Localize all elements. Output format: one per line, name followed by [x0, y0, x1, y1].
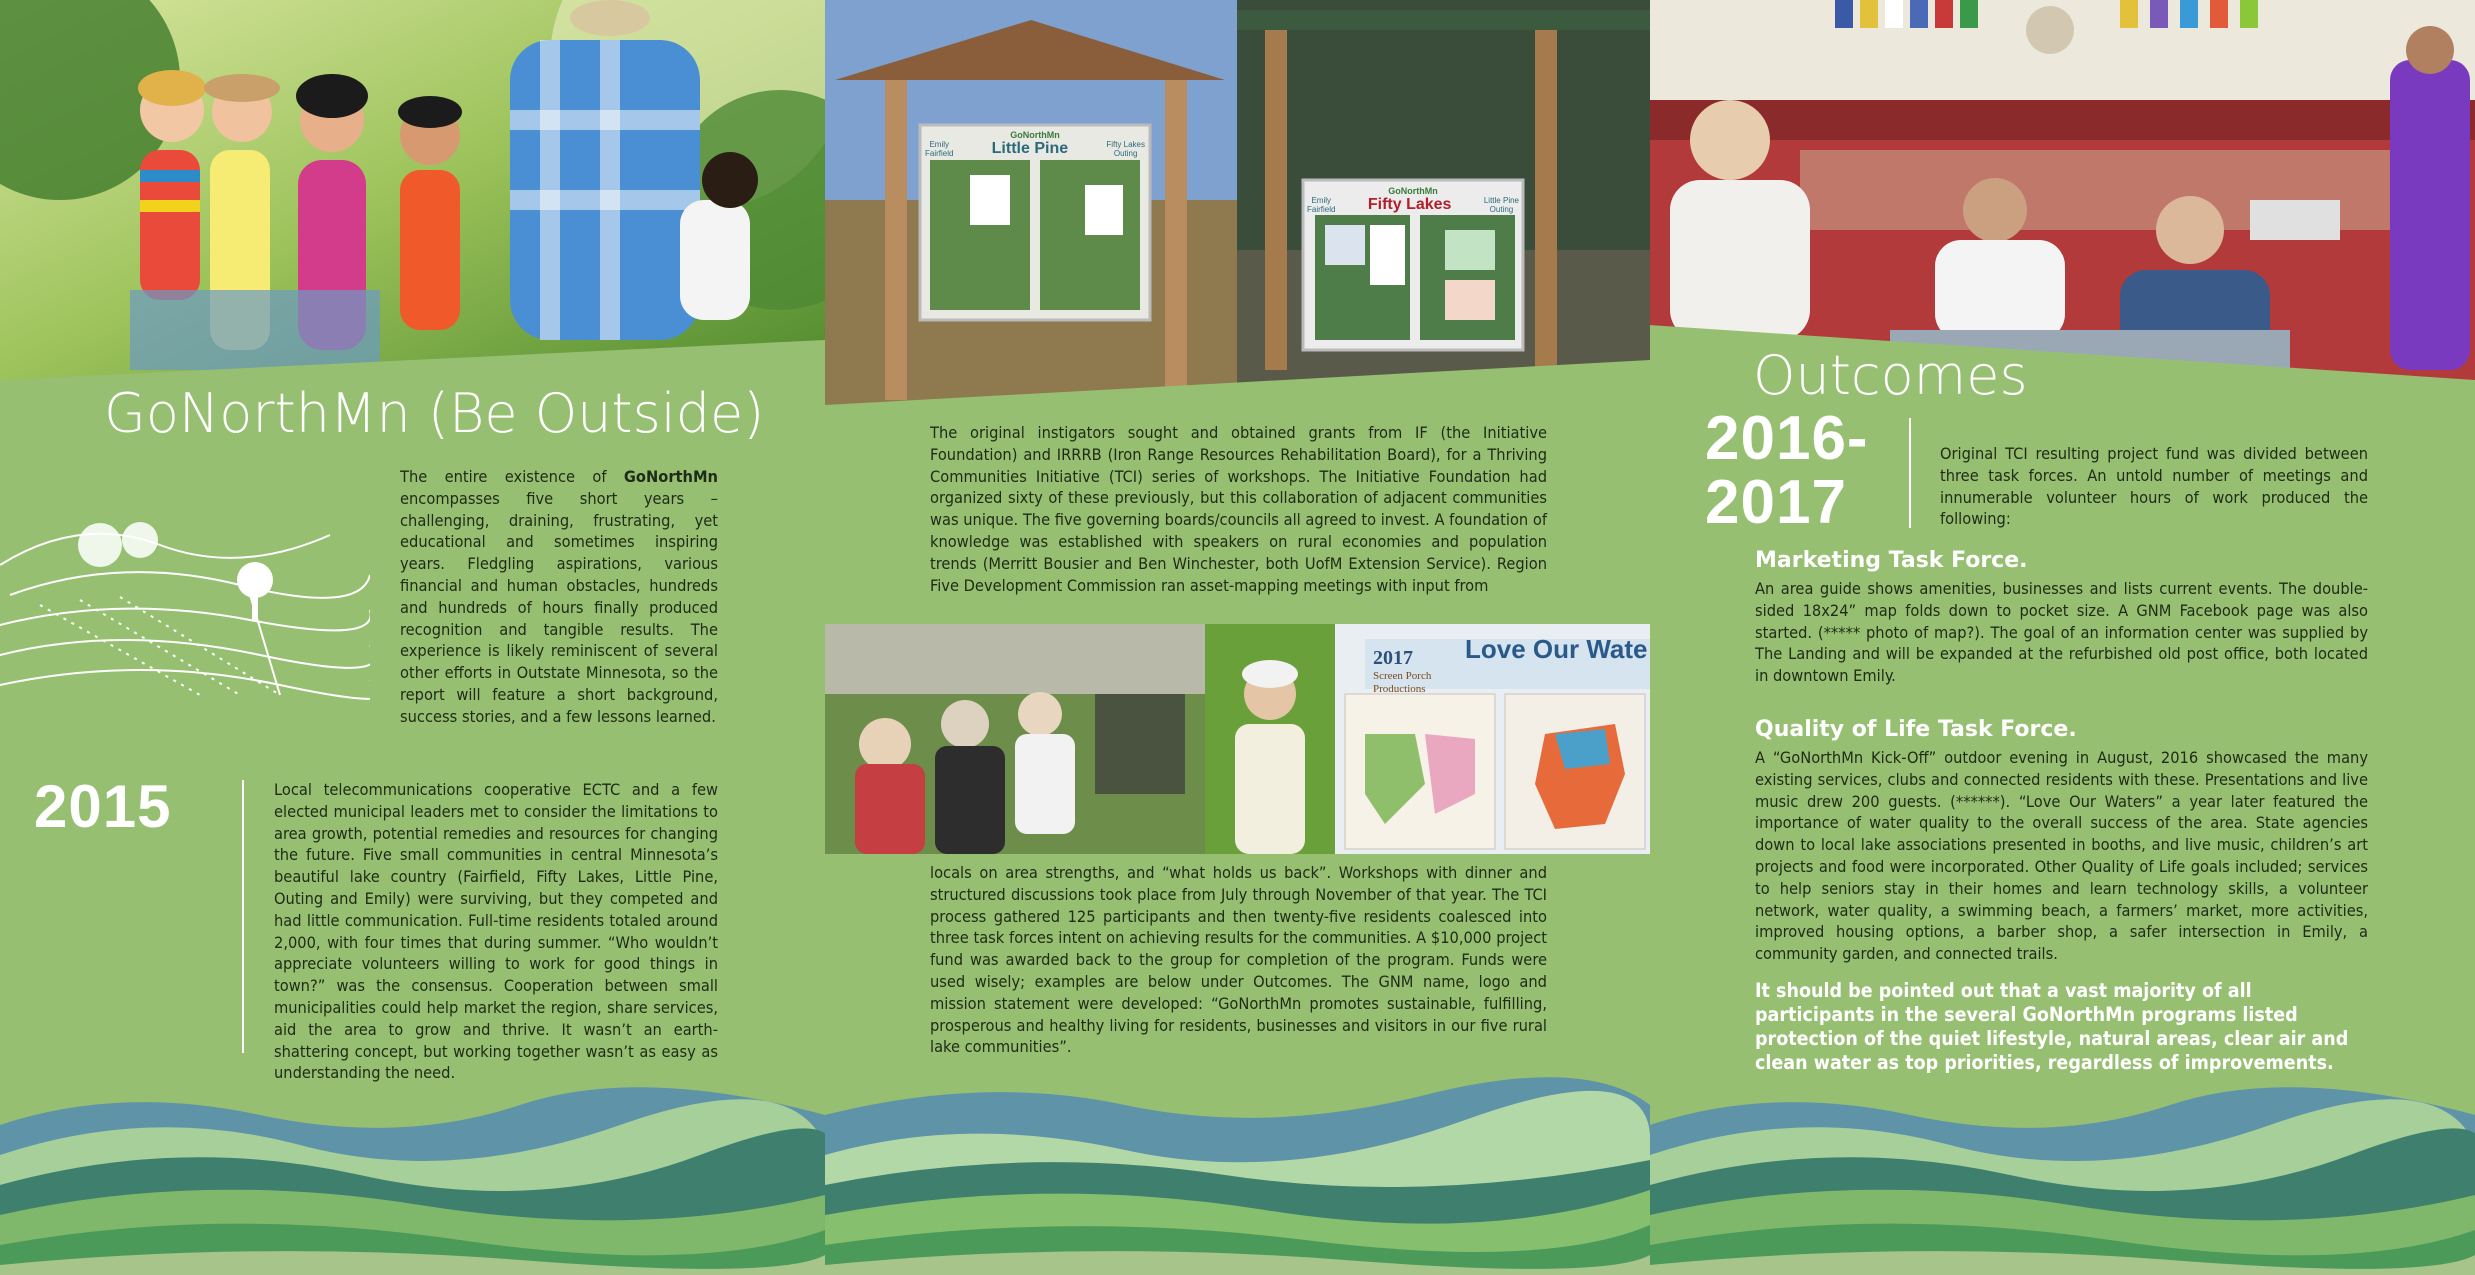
outcomes-title: Outcomes	[1753, 344, 2028, 407]
kiosk-sign-1-left: Emily Fairfield	[925, 140, 954, 158]
year-line-2: 2017	[1705, 468, 1847, 537]
middle-bottom-paragraph: locals on area strengths, and “what holds us back”. Workshops with dinner and structured discussions took place from July through November of that year. The TCI process gathered 125 participants and then twenty-five residents coalesced into three task forces intent on achieving results for the communities. A $10,000 project fund was awarded back to the group for completion of the program. Funds were used wisely; examples are below under Outcomes. The GNM name, logo and mission statement were developed: “GoNorthMn promotes sustainable, fulfilling, prosperous and healthy living for residents, businesses and visitors in our five rural lake communities”.	[930, 863, 1547, 1057]
kiosk-sign-1-brand: GoNorthMn	[1010, 130, 1060, 140]
hills-illustration-middle	[825, 1075, 1650, 1275]
panel-right	[1650, 0, 2475, 1275]
marketing-paragraph: An area guide shows amenities, businesses and lists current events. The double-sided 18x24” map folds down to pocket size. A GNM Facebook page was also started. (***** photo of map?). The goal of an information center was supplied by The Landing and will be expanded at the refurbished old post office, both located in downtown Emily.	[1755, 579, 2368, 686]
panel-left	[0, 0, 825, 1275]
panel-divider-middle	[825, 340, 1650, 420]
quality-paragraph: A “GoNorthMn Kick-Off” outdoor evening in August, 2016 showcased the many existing services, clubs and connected residents with these. Presentations and live music drew 200 guests. (******). “Love Our Waters” a year later featured the importance of water quality to the overall success of the area. State agencies down to local lake associations presented in booths, and live music, children’s art projects and food were incorporated. Other Quality of Life goals included; services to help seniors stay in their homes and learn technology skills, a volunteer network, water quality, a swimming beach, a farmers’ market, more activities, improved housing options, a barber shop, a safer intersection in Emily, a community garden, and connected trails.	[1755, 748, 2368, 964]
year-line-1: 2016-	[1705, 404, 1869, 473]
year-2016-2017	[1705, 404, 1869, 537]
banner-year: 2017	[1373, 647, 1413, 669]
panel-middle	[825, 0, 1650, 1275]
year-2015: 2015	[34, 773, 172, 840]
quality-task-force-heading: Quality of Life Task Force.	[1755, 717, 2077, 742]
kiosk-sign-2-name: Fifty Lakes	[1367, 196, 1452, 213]
kiosk-sign-1-name: Little Pine	[991, 140, 1069, 157]
outcomes-intro-paragraph: Original TCI resulting project fund was divided between three task forces. An untold number of meetings and innumerable volunteer hours of work produced the following:	[1940, 444, 2368, 529]
banner-title: Love Our Wate	[1465, 634, 1648, 664]
kiosk-sign-1	[925, 130, 1145, 158]
banner-sub: Screen Porch Productions	[1373, 670, 1432, 695]
intro-rest: encompasses five short years –challenging, draining, frustrating, yet educational and sometimes inspiring years. Fledgling aspirations, various financial and human obstacles, hundreds and hundreds of hours finally produced recognition and tangible results. The experience is likely reminiscent of several other efforts in Outstate Minnesota, so the report will feature a short background, success stories, and a few lessons learned.	[400, 488, 718, 726]
year-2015-paragraph: Local telecommunications cooperative ECTC and a few elected municipal leaders met to consider the limitations to area growth, potential remedies and resources for changing the future. Five small communities in central Minnesota’s beautiful lake country (Fairfield, Fifty Lakes, Little Pine, Outing and Emily) were surviving, but they competed and had little communication. Full-time residents totaled around 2,000, with four times that during summer. “Who wouldn’t appreciate volunteers willing to work for good things in town?” was the consensus. Cooperation between small municipalities could help market the region, share services, aid the area to grow and thrive. It wasn’t an earth-shattering concept, but working together wasn’t as easy as understanding the need.	[274, 780, 718, 1083]
kiosk-sign-1-right: Fifty Lakes Outing	[1106, 140, 1145, 158]
intro-paragraph	[400, 466, 718, 728]
page-title: GoNorthMn (Be Outside)	[104, 382, 765, 445]
event-photos-strip	[825, 624, 1650, 854]
hills-illustration-left	[0, 1075, 825, 1275]
kiosk-sign-2	[1307, 186, 1519, 214]
farm-landscape-illustration	[0, 505, 370, 705]
hills-illustration-right	[1650, 1075, 2475, 1275]
brand-name: GoNorthMn	[623, 467, 718, 486]
kiosk-sign-2-brand: GoNorthMn	[1388, 186, 1438, 196]
kiosk-sign-2-right: Little Pine Outing	[1483, 196, 1519, 214]
intro-prefix: The entire existence of	[400, 467, 624, 486]
kiosk-sign-2-left: Emily Fairfield	[1307, 196, 1336, 214]
outcomes-divider-line	[1909, 418, 1911, 528]
middle-top-paragraph: The original instigators sought and obtained grants from IF (the Initiative Foundation) and IRRRB (Iron Range Resources Rehabilitation Board), for a Thriving Communities Initiative (TCI) series of workshops. The Initiative Foundation had organized sixty of these previously, but this collaboration of adjacent communities was unique. The five governing boards/councils all agreed to invest. A foundation of knowledge was established with speakers on rural economies and population trends (Merritt Bousier and Ben Winchester, both UofM Extension Service). Region Five Development Commission ran asset-mapping meetings with input from	[930, 423, 1547, 595]
marketing-task-force-heading: Marketing Task Force.	[1755, 548, 2028, 573]
year-divider-line	[242, 780, 244, 1053]
closing-statement: It should be pointed out that a vast majority of all participants in the several GoNorthMn programs listed protection of the quiet lifestyle, natural areas, clear air and clean water as top priorities, regardless of improvements.	[1755, 979, 2349, 1074]
